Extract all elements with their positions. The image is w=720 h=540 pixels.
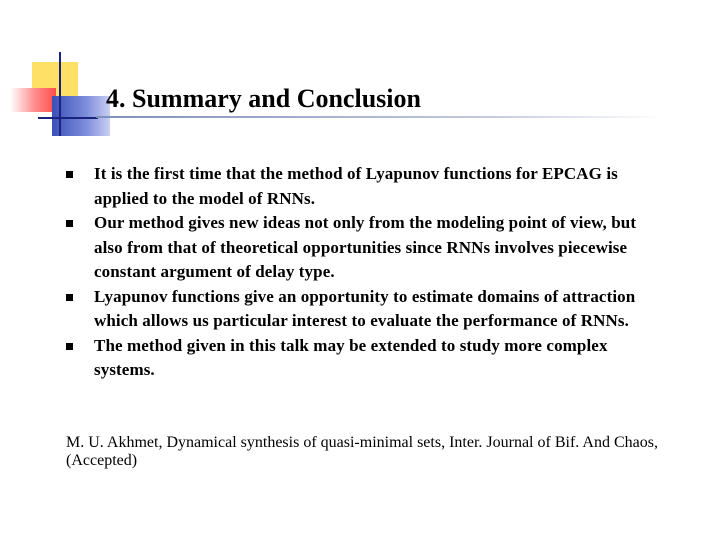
bullet-text: Our method gives new ideas not only from the modeling point of view, but also from that of theoretical opportunities since RNNs involves piecewise constant argument of delay type. <box>94 213 637 281</box>
bullet-list <box>66 162 666 383</box>
bullet-item <box>66 334 666 383</box>
title-underline <box>96 116 664 118</box>
bullet-square-icon <box>66 220 73 227</box>
bullet-item <box>66 285 666 334</box>
bullet-item <box>66 211 666 285</box>
reference-citation: M. U. Akhmet, Dynamical synthesis of quasi-minimal sets, Inter. Journal of Bif. And Chaos, (Accepted) <box>66 434 658 469</box>
bullet-text: It is the first time that the method of Lyapunov functions for EPCAG is applied to the model of RNNs. <box>94 164 618 208</box>
logo-vertical-line <box>59 52 61 136</box>
bullet-text: Lyapunov functions give an opportunity to estimate domains of attraction which allows us particular interest to evaluate the performance of RNNs. <box>94 286 636 330</box>
bullet-square-icon <box>66 343 73 350</box>
logo-red-bar <box>10 88 56 112</box>
logo-horizontal-line <box>38 117 98 119</box>
bullet-text: The method given in this talk may be extended to study more complex systems. <box>94 335 608 379</box>
bullet-square-icon <box>66 294 73 301</box>
slide-title: 4. Summary and Conclusion <box>106 84 421 113</box>
bullet-item <box>66 162 666 211</box>
bullet-square-icon <box>66 171 73 178</box>
